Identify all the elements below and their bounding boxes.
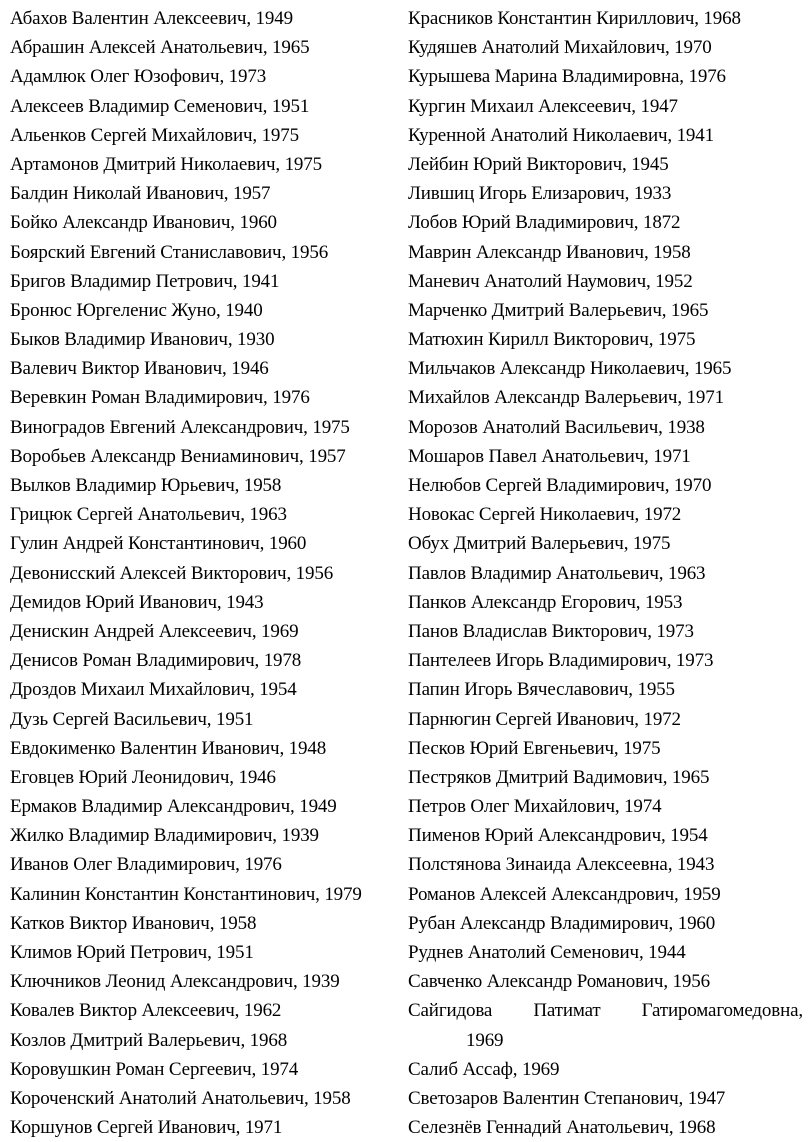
list-item: Абахов Валентин Алексеевич, 1949 [10,8,293,29]
list-item: Кургин Михаил Алексеевич, 1947 [408,95,678,117]
list-item: Руднев Анатолий Семенович, 1944 [408,942,686,963]
list-item: Салиб Ассаф, 1969 [408,1058,560,1080]
list-item: Евдокименко Валентин Иванович, 1948 [10,737,327,759]
list-item: Светозаров Валентин Степанович, 1947 [408,1087,726,1109]
list-item: Денисов Роман Владимирович, 1978 [10,650,302,672]
list-item: Калинин Константин Константинович, 1979 [10,883,362,905]
list-item: Маневич Анатолий Наумович, 1952 [408,270,693,292]
list-item: Жилко Владимир Владимирович, 1939 [10,825,319,847]
list-item: Воробьев Александр Вениаминович, 1957 [10,445,346,467]
list-item: Папин Игорь Вячеславович, 1955 [408,679,675,701]
list-item: Морозов Анатолий Васильевич, 1938 [408,416,705,438]
list-item: Боярский Евгений Станиславович, 1956 [10,241,329,263]
list-item: Куренной Анатолий Николаевич, 1941 [408,124,714,146]
list-item: Денискин Андрей Алексеевич, 1969 [10,620,299,642]
list-item: Обух Дмитрий Валерьевич, 1975 [408,533,671,555]
list-item: Гулин Андрей Константинович, 1960 [10,533,307,555]
list-item: Романов Алексей Александрович, 1959 [408,883,721,905]
list-item: Девонисский Алексей Викторович, 1956 [10,562,334,584]
list-item: Парнюгин Сергей Иванович, 1972 [408,708,681,730]
list-item: Артамонов Дмитрий Николаевич, 1975 [10,153,322,175]
list-item: Марченко Дмитрий Валерьевич, 1965 [408,299,709,321]
list-item: Абрашин Алексей Анатольевич, 1965 [10,37,310,59]
list-item: Новокас Сергей Николаевич, 1972 [408,504,682,526]
list-item: Балдин Николай Иванович, 1957 [10,183,271,205]
list-item: Пантелеев Игорь Владимирович, 1973 [408,650,714,672]
list-item: Быков Владимир Иванович, 1930 [10,329,275,351]
list-item: Песков Юрий Евгеньевич, 1975 [408,737,661,759]
list-item: Дроздов Михаил Михайлович, 1954 [10,679,297,701]
list-item: Коровушкин Роман Сергеевич, 1974 [10,1058,299,1080]
names-list-left-column [10,4,395,1142]
list-item: Короченский Анатолий Анатольевич, 1958 [10,1087,351,1109]
names-list-right-column [408,4,803,1142]
list-item: Пименов Юрий Александрович, 1954 [408,825,708,847]
list-item: Мошаров Павел Анатольевич, 1971 [408,445,691,467]
list-item-continuation: 1969 [466,1029,504,1051]
list-item: Лившиц Игорь Елизарович, 1933 [408,183,672,205]
list-item: Адамлюк Олег Юзофович, 1973 [10,66,267,88]
list-item: Демидов Юрий Иванович, 1943 [10,591,264,613]
list-item: Петров Олег Михайлович, 1974 [408,796,662,818]
list-item: Ковалев Виктор Алексеевич, 1962 [10,1000,282,1022]
list-item: Катков Виктор Иванович, 1958 [10,912,257,934]
list-item: Мильчаков Александр Николаевич, 1965 [408,358,732,380]
list-item: Михайлов Александр Валерьевич, 1971 [408,387,724,409]
list-item: Рубан Александр Владимирович, 1960 [408,912,716,934]
list-item: Альенков Сергей Михайлович, 1975 [10,124,299,146]
list-item: Лейбин Юрий Викторович, 1945 [408,153,669,175]
list-item: Ключников Леонид Александрович, 1939 [10,971,340,993]
list-item: Бойко Александр Иванович, 1960 [10,212,277,234]
list-item: Валевич Виктор Иванович, 1946 [10,358,269,380]
list-item: Алексеев Владимир Семенович, 1951 [10,95,310,117]
list-item: Панов Владислав Викторович, 1973 [408,620,694,642]
list-item: Дузь Сергей Васильевич, 1951 [10,708,254,730]
list-item: Панков Александр Егорович, 1953 [408,591,683,613]
list-item: Виноградов Евгений Александрович, 1975 [10,416,350,438]
list-item: Нелюбов Сергей Владимирович, 1970 [408,475,712,496]
list-item: Сайгидова Патимат Гатиромагомедовна, [408,1000,803,1022]
list-item: Вылков Владимир Юрьевич, 1958 [10,475,282,496]
list-item: Коршунов Сергей Иванович, 1971 [10,1117,283,1139]
list-item: Маврин Александр Иванович, 1958 [408,241,691,263]
list-item: Бригов Владимир Петрович, 1941 [10,270,280,292]
list-item: Полстянова Зинаида Алексеевна, 1943 [408,854,715,876]
list-item: Веревкин Роман Владимирович, 1976 [10,387,310,409]
list-item: Матюхин Кирилл Викторович, 1975 [408,329,696,351]
list-item: Грицюк Сергей Анатольевич, 1963 [10,504,287,526]
list-item: Еговцев Юрий Леонидович, 1946 [10,766,276,788]
list-item: Селезнёв Геннадий Анатольевич, 1968 [408,1117,716,1139]
list-item: Ермаков Владимир Александрович, 1949 [10,796,337,818]
list-item: Курышева Марина Владимировна, 1976 [408,66,726,88]
list-item: Красников Константин Кириллович, 1968 [408,8,741,29]
list-item: Бронюс Юргеленис Жуно, 1940 [10,299,263,321]
list-item: Кудяшев Анатолий Михайлович, 1970 [408,37,712,59]
list-item: Климов Юрий Петрович, 1951 [10,942,254,963]
list-item: Пестряков Дмитрий Вадимович, 1965 [408,766,710,788]
list-item: Павлов Владимир Анатольевич, 1963 [408,562,706,584]
list-item: Иванов Олег Владимирович, 1976 [10,854,282,876]
list-item: Савченко Александр Романович, 1956 [408,971,710,993]
list-item: Лобов Юрий Владимирович, 1872 [408,212,681,234]
list-item: Козлов Дмитрий Валерьевич, 1968 [10,1029,288,1051]
